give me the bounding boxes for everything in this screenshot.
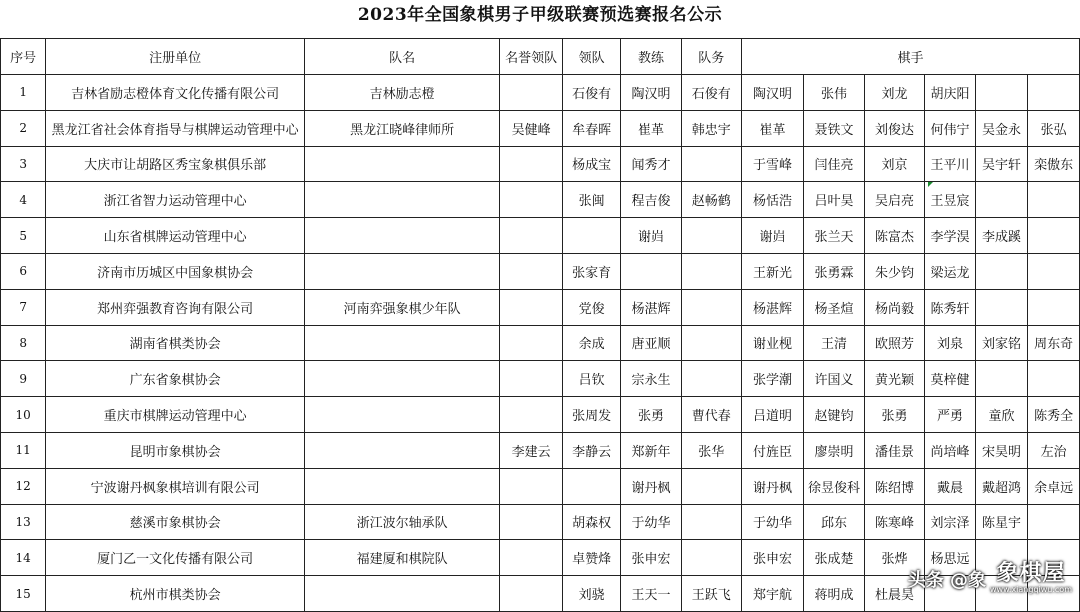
player-cell: 严勇: [925, 397, 976, 433]
row-number-cell: 15: [1, 576, 46, 612]
table-row: [1, 468, 1080, 504]
team-cell: [304, 576, 499, 612]
player-cell: 聂铁文: [804, 110, 865, 146]
leader-cell: 卓赞烽: [562, 540, 620, 576]
header-leader: 领队: [562, 39, 620, 75]
player-cell: 吴启亮: [864, 182, 924, 218]
player-cell: 戴晨: [925, 468, 976, 504]
player-cell: 张烨: [864, 540, 924, 576]
row-number-cell: 9: [1, 361, 46, 397]
row-number-cell: 7: [1, 289, 46, 325]
team-cell: [304, 397, 499, 433]
player-cell: [1028, 504, 1080, 540]
cell-corner-marker: [928, 182, 933, 187]
player-cell: 潘佳景: [864, 432, 924, 468]
player-cell: 王新光: [741, 253, 803, 289]
player-cell: 廖崇明: [804, 432, 865, 468]
row-number-cell: 14: [1, 540, 46, 576]
affairs-cell: [681, 253, 741, 289]
table-row: [1, 110, 1080, 146]
player-cell: 刘京: [864, 146, 924, 182]
player-cell: 杨尚毅: [864, 289, 924, 325]
player-cell: 童欣: [975, 397, 1028, 433]
team-cell: 黑龙江晓峰律师所: [304, 110, 499, 146]
player-cell: 李成蹊: [975, 218, 1028, 254]
table-row: [1, 361, 1080, 397]
honorary-leader-cell: [500, 468, 563, 504]
team-cell: [304, 146, 499, 182]
player-cell: 陈富杰: [864, 218, 924, 254]
player-cell: 刘龙: [864, 75, 924, 111]
unit-cell: 大庆市让胡路区秀宝象棋俱乐部: [46, 146, 305, 182]
player-cell: 戴超鸿: [975, 468, 1028, 504]
player-cell: [975, 253, 1028, 289]
table-row: [1, 75, 1080, 111]
unit-cell: 郑州弈强教育咨询有限公司: [46, 289, 305, 325]
affairs-cell: [681, 504, 741, 540]
player-cell: [975, 75, 1028, 111]
player-cell: 张兰天: [804, 218, 865, 254]
row-number-cell: 11: [1, 432, 46, 468]
affairs-cell: [681, 218, 741, 254]
unit-cell: 湖南省棋类协会: [46, 325, 305, 361]
coach-cell: 唐亚顺: [621, 325, 681, 361]
table-row: [1, 504, 1080, 540]
player-cell: 付旌臣: [741, 432, 803, 468]
player-cell: 张勇霖: [804, 253, 865, 289]
table-row: [1, 397, 1080, 433]
leader-cell: 党俊: [562, 289, 620, 325]
player-cell: 于幼华: [741, 504, 803, 540]
honorary-leader-cell: [500, 504, 563, 540]
row-number-cell: 2: [1, 110, 46, 146]
leader-cell: 胡森权: [562, 504, 620, 540]
honorary-leader-cell: 李建云: [500, 432, 563, 468]
unit-cell: 重庆市棋牌运动管理中心: [46, 397, 305, 433]
player-cell: 王昱宸: [925, 182, 976, 218]
player-cell: [1028, 218, 1080, 254]
coach-cell: 谢丹枫: [621, 468, 681, 504]
table-row: [1, 325, 1080, 361]
leader-cell: 吕钦: [562, 361, 620, 397]
player-cell: [1028, 253, 1080, 289]
unit-cell: 宁波谢丹枫象棋培训有限公司: [46, 468, 305, 504]
player-cell: 朱少钧: [864, 253, 924, 289]
document-title: 2023年全国象棋男子甲级联赛预选赛报名公示: [357, 5, 723, 25]
coach-cell: 郑新年: [621, 432, 681, 468]
player-cell: 于雪峰: [741, 146, 803, 182]
row-number-cell: 1: [1, 75, 46, 111]
team-cell: 福建厦和棋院队: [304, 540, 499, 576]
player-cell: 蒋明成: [804, 576, 865, 612]
player-cell: 闫佳亮: [804, 146, 865, 182]
player-cell: 欧照芳: [864, 325, 924, 361]
player-cell: 张申宏: [741, 540, 803, 576]
table-row: [1, 253, 1080, 289]
unit-cell: 昆明市象棋协会: [46, 432, 305, 468]
coach-cell: 崔革: [621, 110, 681, 146]
row-number-cell: 12: [1, 468, 46, 504]
player-cell: 尚培峰: [925, 432, 976, 468]
player-cell: 杨湛辉: [741, 289, 803, 325]
player-cell: 王平川: [925, 146, 976, 182]
player-cell: 栾傲东: [1028, 146, 1080, 182]
player-cell: 许国义: [804, 361, 865, 397]
affairs-cell: 石俊有: [681, 75, 741, 111]
honorary-leader-cell: 吴健峰: [500, 110, 563, 146]
unit-cell: 广东省象棋协会: [46, 361, 305, 397]
table-row: [1, 289, 1080, 325]
affairs-cell: 赵畅鹤: [681, 182, 741, 218]
honorary-leader-cell: [500, 397, 563, 433]
player-cell: [1028, 361, 1080, 397]
player-cell: 宋昊明: [975, 432, 1028, 468]
leader-cell: 张家育: [562, 253, 620, 289]
player-cell: 刘家铭: [975, 325, 1028, 361]
table-row: [1, 146, 1080, 182]
team-cell: [304, 325, 499, 361]
player-cell: 谢丹枫: [741, 468, 803, 504]
row-number-cell: 13: [1, 504, 46, 540]
player-cell: 陈星宇: [975, 504, 1028, 540]
leader-cell: 李静云: [562, 432, 620, 468]
header-players: 棋手: [741, 39, 1079, 75]
unit-cell: 浙江省智力运动管理中心: [46, 182, 305, 218]
row-number-cell: 8: [1, 325, 46, 361]
coach-cell: 于幼华: [621, 504, 681, 540]
player-cell: 徐昱俊科: [804, 468, 865, 504]
player-cell: 胡庆阳: [925, 75, 976, 111]
affairs-cell: [681, 468, 741, 504]
coach-cell: 宗永生: [621, 361, 681, 397]
registration-table: [0, 38, 1080, 612]
table-row: [1, 432, 1080, 468]
honorary-leader-cell: [500, 325, 563, 361]
honorary-leader-cell: [500, 576, 563, 612]
table-body: [1, 75, 1080, 612]
player-cell: [975, 289, 1028, 325]
unit-cell: 山东省棋牌运动管理中心: [46, 218, 305, 254]
honorary-leader-cell: [500, 289, 563, 325]
leader-cell: 杨成宝: [562, 146, 620, 182]
honorary-leader-cell: [500, 218, 563, 254]
player-cell: 杨恬浩: [741, 182, 803, 218]
coach-cell: 闻秀才: [621, 146, 681, 182]
player-cell: 陈绍博: [864, 468, 924, 504]
player-cell: 陈秀全: [1028, 397, 1080, 433]
leader-cell: 牟春晖: [562, 110, 620, 146]
header-honorary-leader: 名誉领队: [500, 39, 563, 75]
affairs-cell: [681, 361, 741, 397]
row-number-cell: 4: [1, 182, 46, 218]
player-cell: 谢业枧: [741, 325, 803, 361]
honorary-leader-cell: [500, 540, 563, 576]
table-row: [1, 182, 1080, 218]
player-cell: 谢岿: [741, 218, 803, 254]
affairs-cell: 张华: [681, 432, 741, 468]
header-affairs: 队务: [681, 39, 741, 75]
player-cell: 梁运龙: [925, 253, 976, 289]
player-cell: 周东奇: [1028, 325, 1080, 361]
coach-cell: 杨湛辉: [621, 289, 681, 325]
watermark-text: 头条 @象: [907, 569, 986, 591]
player-cell: [975, 361, 1028, 397]
player-cell: 吴金永: [975, 110, 1028, 146]
player-cell: [975, 182, 1028, 218]
team-cell: [304, 468, 499, 504]
leader-cell: [562, 468, 620, 504]
table-row: [1, 218, 1080, 254]
player-cell: 杜晨昊: [864, 576, 924, 612]
player-cell: 崔革: [741, 110, 803, 146]
honorary-leader-cell: [500, 361, 563, 397]
player-cell: 吴宇轩: [975, 146, 1028, 182]
header-coach: 教练: [621, 39, 681, 75]
player-cell: 刘俊达: [864, 110, 924, 146]
team-cell: [304, 361, 499, 397]
player-cell: 王清: [804, 325, 865, 361]
header-team: 队名: [304, 39, 499, 75]
team-cell: [304, 182, 499, 218]
player-cell: 杨圣煊: [804, 289, 865, 325]
coach-cell: [621, 253, 681, 289]
player-cell: 余卓远: [1028, 468, 1080, 504]
player-cell: 刘泉: [925, 325, 976, 361]
table-header-row: [1, 39, 1080, 75]
player-cell: 刘宗泽: [925, 504, 976, 540]
team-cell: 吉林励志橙: [304, 75, 499, 111]
honorary-leader-cell: [500, 182, 563, 218]
honorary-leader-cell: [500, 75, 563, 111]
player-cell: 赵键钧: [804, 397, 865, 433]
team-cell: [304, 432, 499, 468]
unit-cell: 济南市历城区中国象棋协会: [46, 253, 305, 289]
player-cell: 张学潮: [741, 361, 803, 397]
affairs-cell: [681, 540, 741, 576]
coach-cell: 张勇: [621, 397, 681, 433]
player-cell: 张伟: [804, 75, 865, 111]
header-unit: 注册单位: [46, 39, 305, 75]
leader-cell: [562, 218, 620, 254]
player-cell: 黄光颖: [864, 361, 924, 397]
affairs-cell: [681, 325, 741, 361]
coach-cell: 张申宏: [621, 540, 681, 576]
row-number-cell: 10: [1, 397, 46, 433]
player-cell: 左治: [1028, 432, 1080, 468]
coach-cell: 王天一: [621, 576, 681, 612]
unit-cell: 慈溪市象棋协会: [46, 504, 305, 540]
unit-cell: 厦门乙一文化传播有限公司: [46, 540, 305, 576]
team-cell: [304, 218, 499, 254]
player-cell: 张成楚: [804, 540, 865, 576]
header-no: 序号: [1, 39, 46, 75]
team-cell: 河南弈强象棋少年队: [304, 289, 499, 325]
watermark-site: [990, 563, 1072, 594]
row-number-cell: 5: [1, 218, 46, 254]
player-cell: [1028, 182, 1080, 218]
player-cell: 李学淏: [925, 218, 976, 254]
leader-cell: 刘骁: [562, 576, 620, 612]
player-cell: 陶汉明: [741, 75, 803, 111]
player-cell: 邱东: [804, 504, 865, 540]
honorary-leader-cell: [500, 253, 563, 289]
player-cell: 陈秀轩: [925, 289, 976, 325]
watermark-url: www.xiangqiwu.com: [990, 585, 1072, 594]
coach-cell: 谢岿: [621, 218, 681, 254]
player-cell: 张弘: [1028, 110, 1080, 146]
unit-cell: 杭州市棋类协会: [46, 576, 305, 612]
row-number-cell: 3: [1, 146, 46, 182]
honorary-leader-cell: [500, 146, 563, 182]
coach-cell: 程吉俊: [621, 182, 681, 218]
leader-cell: 张周发: [562, 397, 620, 433]
leader-cell: 张闽: [562, 182, 620, 218]
player-cell: 陈寒峰: [864, 504, 924, 540]
watermark: [908, 563, 1072, 594]
player-cell: [1028, 289, 1080, 325]
team-cell: [304, 253, 499, 289]
watermark-site-name: 象棋屋: [996, 561, 1066, 586]
affairs-cell: [681, 289, 741, 325]
player-cell: 张勇: [864, 397, 924, 433]
player-cell: 何伟宁: [925, 110, 976, 146]
affairs-cell: 曹代春: [681, 397, 741, 433]
player-cell: 杨思远: [925, 540, 976, 576]
player-cell: 莫梓健: [925, 361, 976, 397]
leader-cell: 石俊有: [562, 75, 620, 111]
affairs-cell: 韩忠宇: [681, 110, 741, 146]
player-cell: 吕道明: [741, 397, 803, 433]
player-cell: 吕叶昊: [804, 182, 865, 218]
player-cell: 郑宇航: [741, 576, 803, 612]
affairs-cell: [681, 146, 741, 182]
unit-cell: 黑龙江省社会体育指导与棋牌运动管理中心: [46, 110, 305, 146]
unit-cell: 吉林省励志橙体育文化传播有限公司: [46, 75, 305, 111]
leader-cell: 余成: [562, 325, 620, 361]
player-cell: [1028, 75, 1080, 111]
row-number-cell: 6: [1, 253, 46, 289]
team-cell: 浙江波尔轴承队: [304, 504, 499, 540]
affairs-cell: 王跃飞: [681, 576, 741, 612]
coach-cell: 陶汉明: [621, 75, 681, 111]
